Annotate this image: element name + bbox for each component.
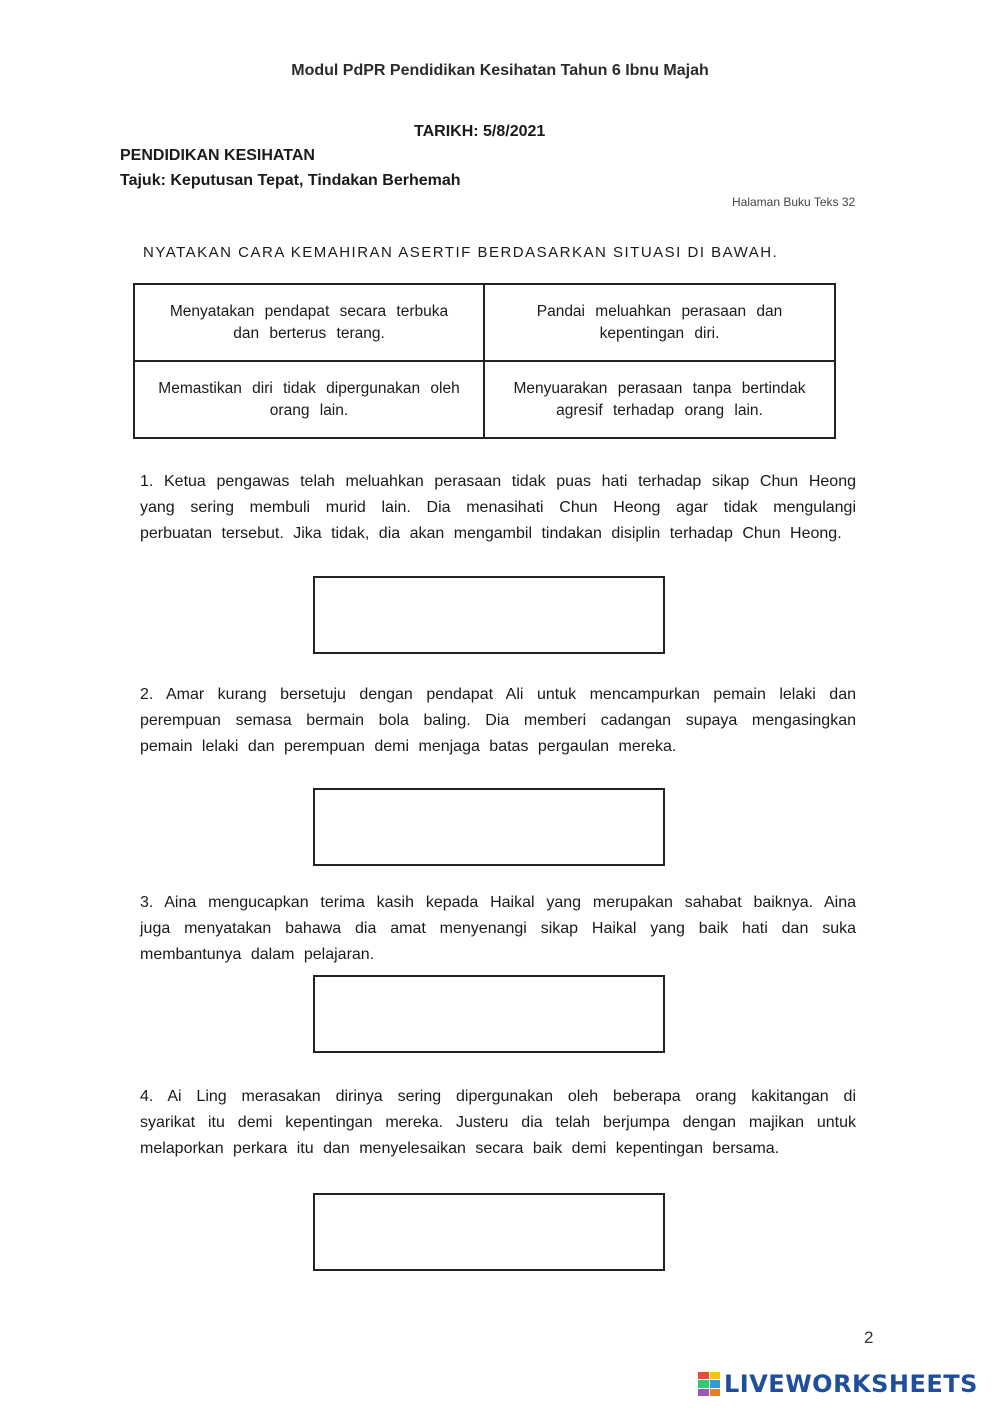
- option-cell[interactable]: Memastikan diri tidak dipergunakan oleh orang lain.: [135, 362, 485, 437]
- brand-name: LIVEWORKSHEETS: [724, 1370, 978, 1398]
- question-2-text: 2. Amar kurang bersetuju dengan pendapat Ali untuk mencampurkan pemain lelaki dan perempuan semasa bermain bola baling. Dia memberi cadangan supaya mengasingkan pemain lelaki dan perempuan demi menjaga batas pergaulan mereka.: [140, 686, 856, 755]
- logo-square: [710, 1380, 721, 1387]
- logo-square: [710, 1389, 721, 1396]
- instruction-text: NYATAKAN CARA KEMAHIRAN ASERTIF BERDASARKAN SITUASI DI BAWAH.: [143, 244, 779, 261]
- answer-box-4[interactable]: [313, 1193, 665, 1271]
- page-number: 2: [864, 1328, 874, 1347]
- answer-box-1[interactable]: [313, 576, 665, 654]
- logo-square: [698, 1380, 709, 1387]
- topic-title: Tajuk: Keputusan Tepat, Tindakan Berhemah: [120, 172, 461, 189]
- date-label: TARIKH: 5/8/2021: [414, 123, 546, 140]
- subject-title: PENDIDIKAN KESIHATAN: [120, 147, 315, 164]
- logo-square: [698, 1372, 709, 1379]
- textbook-page-reference: Halaman Buku Teks 32: [732, 195, 856, 209]
- answer-box-2[interactable]: [313, 788, 665, 866]
- options-table: [133, 283, 836, 439]
- option-cell[interactable]: Menyatakan pendapat secara terbuka dan berterus terang.: [135, 285, 485, 362]
- logo-square: [710, 1372, 721, 1379]
- module-title: Modul PdPR Pendidikan Kesihatan Tahun 6 Ibnu Majah: [291, 62, 709, 79]
- question-1-text: 1. Ketua pengawas telah meluahkan perasaan tidak puas hati terhadap sikap Chun Heong yang sering membuli murid lain. Dia menasihati Chun Heong agar tidak mengulangi perbuatan tersebut. Jika tidak, dia akan mengambil tindakan disiplin terhadap Chun Heong.: [140, 473, 856, 542]
- option-cell[interactable]: Pandai meluahkan perasaan dan kepentingan diri.: [485, 285, 834, 362]
- question-4-text: 4. Ai Ling merasakan dirinya sering dipergunakan oleh beberapa orang kakitangan di syarikat itu demi kepentingan mereka. Justeru dia telah berjumpa dengan majikan untuk melaporkan perkara itu dan menyelesaikan secara baik demi kepentingan bersama.: [140, 1088, 856, 1157]
- question-3-text: 3. Aina mengucapkan terima kasih kepada Haikal yang merupakan sahabat baiknya. Aina juga menyatakan bahawa dia amat menyenangi sikap Haikal yang baik hati dan suka membantunya dalam pelajaran.: [140, 894, 856, 963]
- answer-box-3[interactable]: [313, 975, 665, 1053]
- option-cell[interactable]: Menyuarakan perasaan tanpa bertindak agresif terhadap orang lain.: [513, 379, 806, 419]
- logo-square: [698, 1389, 709, 1396]
- liveworksheets-brand[interactable]: [698, 1370, 978, 1398]
- liveworksheets-logo-icon: [698, 1372, 720, 1396]
